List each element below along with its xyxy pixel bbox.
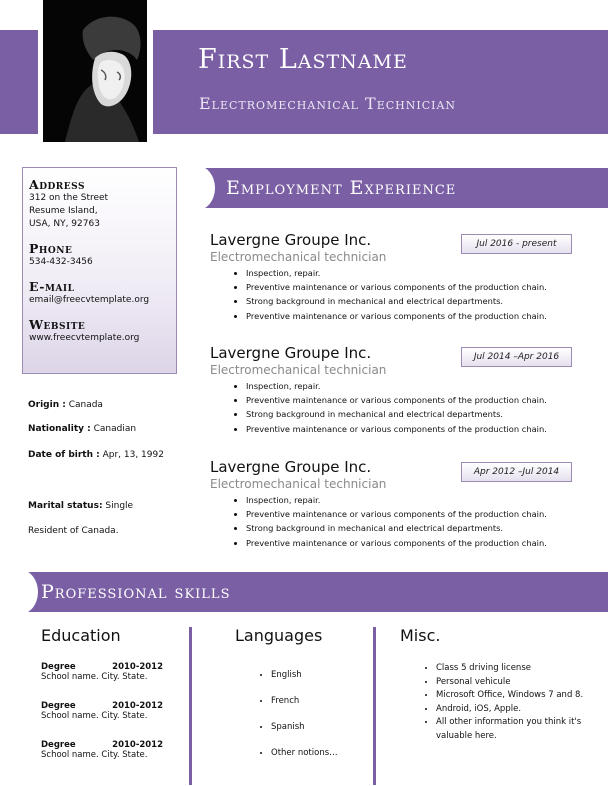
company-name: Lavergne Groupe Inc. bbox=[210, 231, 372, 249]
job-entry bbox=[210, 458, 590, 550]
languages-list bbox=[238, 662, 338, 766]
nationality-label: Nationality : bbox=[28, 424, 91, 434]
dob-value: Apr, 13, 1992 bbox=[99, 450, 164, 460]
profile-photo bbox=[43, 0, 147, 142]
address-line: USA, NY, 92763 bbox=[29, 219, 100, 229]
job-bullet: • Strong background in mechanical and electrical departments. bbox=[246, 407, 590, 421]
job-role: Electromechanical technician bbox=[210, 477, 387, 491]
resident-line: Resident of Canada. bbox=[28, 526, 119, 536]
website-value[interactable]: www.freecvtemplate.org bbox=[29, 333, 140, 343]
education-years: 2010-2012 bbox=[112, 740, 163, 750]
job-role: Electromechanical technician bbox=[210, 363, 387, 377]
education-entry bbox=[41, 701, 171, 721]
misc-item: • Android, iOS, Apple. bbox=[436, 703, 596, 717]
phone-value: 534-432-3456 bbox=[29, 257, 93, 267]
job-bullet: • Strong background in mechanical and electrical departments. bbox=[246, 294, 590, 308]
education-years: 2010-2012 bbox=[112, 701, 163, 711]
misc-item: • Class 5 driving license bbox=[436, 662, 596, 676]
language-item: • Spanish bbox=[271, 714, 338, 740]
email-value[interactable]: email@freecvtemplate.org bbox=[29, 295, 150, 305]
skills-title: Professional skills bbox=[41, 581, 231, 603]
job-entry bbox=[210, 344, 590, 436]
misc-item: • All other information you think it's valuable here. bbox=[436, 716, 596, 743]
employment-section-bar bbox=[197, 168, 608, 208]
languages-heading: Languages bbox=[235, 626, 323, 645]
section-bar-cap bbox=[181, 166, 215, 210]
job-bullets bbox=[210, 493, 590, 550]
education-heading: Education bbox=[41, 626, 121, 645]
job-dates: Jul 2016 - present bbox=[461, 234, 572, 254]
person-name: First Lastname bbox=[198, 44, 408, 75]
job-bullet: • Preventive maintenance or various components of the production chain. bbox=[246, 507, 590, 521]
job-bullet: • Inspection, repair. bbox=[246, 379, 590, 393]
website-label: Website bbox=[29, 317, 86, 332]
job-bullet: • Inspection, repair. bbox=[246, 266, 590, 280]
education-degree: Degree bbox=[41, 740, 76, 750]
education-entry bbox=[41, 662, 171, 682]
job-role: Electromechanical technician bbox=[210, 250, 387, 264]
skills-section-bar bbox=[20, 572, 608, 612]
job-bullet: • Strong background in mechanical and electrical departments. bbox=[246, 521, 590, 535]
job-dates: Apr 2012 –Jul 2014 bbox=[461, 462, 572, 482]
job-bullet: • Inspection, repair. bbox=[246, 493, 590, 507]
employment-title: Employment Experience bbox=[226, 177, 457, 199]
education-years: 2010-2012 bbox=[112, 662, 163, 672]
dob-label: Date of birth : bbox=[28, 450, 100, 460]
dob-line bbox=[28, 450, 164, 460]
address-line: Resume Island, bbox=[29, 206, 98, 216]
email-block bbox=[29, 279, 176, 307]
marital-line bbox=[28, 501, 133, 511]
origin-value: Canada bbox=[65, 400, 103, 410]
job-bullet: • Preventive maintenance or various components of the production chain. bbox=[246, 422, 590, 436]
education-school: School name. City. State. bbox=[41, 711, 148, 721]
marital-value: Single bbox=[102, 501, 134, 511]
job-title: Electromechanical Technician bbox=[199, 94, 457, 113]
misc-heading: Misc. bbox=[400, 626, 441, 645]
header-band-left bbox=[0, 30, 38, 134]
address-block bbox=[29, 177, 176, 231]
company-name: Lavergne Groupe Inc. bbox=[210, 458, 372, 476]
misc-item: • Microsoft Office, Windows 7 and 8. bbox=[436, 689, 596, 703]
job-bullet: • Preventive maintenance or various components of the production chain. bbox=[246, 280, 590, 294]
job-bullet: • Preventive maintenance or various components of the production chain. bbox=[246, 393, 590, 407]
job-entry bbox=[210, 231, 590, 323]
company-name: Lavergne Groupe Inc. bbox=[210, 344, 372, 362]
education-school: School name. City. State. bbox=[41, 672, 148, 682]
origin-label: Origin : bbox=[28, 400, 66, 410]
education-degree: Degree bbox=[41, 701, 76, 711]
education-school: School name. City. State. bbox=[41, 750, 148, 760]
address-label: Address bbox=[29, 177, 85, 192]
phone-block bbox=[29, 241, 176, 269]
job-bullet: • Preventive maintenance or various components of the production chain. bbox=[246, 536, 590, 550]
email-label: E-mail bbox=[29, 279, 75, 294]
column-divider bbox=[373, 627, 376, 785]
website-block bbox=[29, 317, 176, 345]
language-item: • English bbox=[271, 662, 338, 688]
marital-label: Marital status: bbox=[28, 501, 103, 511]
education-degree: Degree bbox=[41, 662, 76, 672]
misc-item: • Personal vehicule bbox=[436, 676, 596, 690]
nationality-line bbox=[28, 424, 136, 434]
phone-label: Phone bbox=[29, 241, 73, 256]
column-divider bbox=[189, 627, 192, 785]
contact-box bbox=[22, 167, 177, 374]
language-item: • French bbox=[271, 688, 338, 714]
education-entry bbox=[41, 740, 171, 760]
job-bullets bbox=[210, 266, 590, 323]
job-bullet: • Preventive maintenance or various components of the production chain. bbox=[246, 309, 590, 323]
nationality-value: Canadian bbox=[90, 424, 137, 434]
language-item: • Other notions… bbox=[271, 740, 338, 766]
misc-list bbox=[416, 662, 596, 743]
job-dates: Jul 2014 –Apr 2016 bbox=[461, 347, 572, 367]
address-line: 312 on the Street bbox=[29, 193, 109, 203]
job-bullets bbox=[210, 379, 590, 436]
section-bar-cap bbox=[4, 570, 38, 614]
origin-line bbox=[28, 400, 103, 410]
